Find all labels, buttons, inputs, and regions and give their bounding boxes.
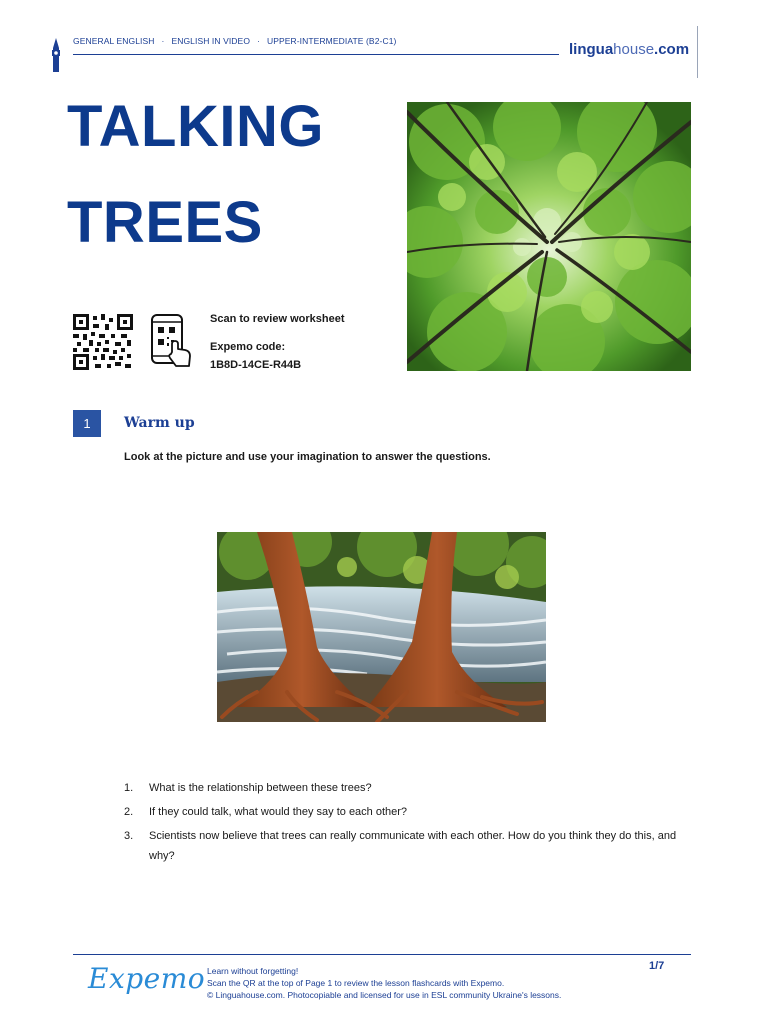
breadcrumb-separator: ·: [161, 36, 165, 46]
page-title-line-2: TREES: [67, 190, 263, 255]
breadcrumb-separator: ·: [257, 36, 260, 46]
expemo-code-label: Expemo code:: [210, 341, 286, 353]
breadcrumb-item[interactable]: GENERAL ENGLISH: [73, 36, 155, 46]
list-item: [124, 826, 704, 866]
list-item: [124, 778, 704, 798]
expemo-logo[interactable]: Expemo: [88, 962, 206, 995]
breadcrumb-item[interactable]: UPPER-INTERMEDIATE (B2-C1): [266, 36, 397, 46]
header-vertical-divider: [697, 26, 698, 78]
expemo-code-value: 1B8D-14CE-R44B: [210, 359, 302, 371]
logo-brand: lingua: [569, 41, 614, 58]
qr-code-icon[interactable]: [73, 314, 133, 370]
big-ben-icon: [50, 38, 62, 72]
header-divider: [73, 54, 559, 55]
section-title: Warm up: [124, 415, 195, 431]
question-number: 1.: [124, 782, 134, 794]
breadcrumb-item[interactable]: ENGLISH IN VIDEO: [171, 36, 251, 46]
footer-tagline: Learn without forgetting!: [207, 966, 299, 976]
question-list: [124, 778, 704, 870]
page-title-line-1: TALKING: [67, 94, 324, 159]
phone-scan-icon: [150, 314, 192, 372]
list-item: [124, 802, 704, 822]
section-number-badge: 1: [73, 410, 101, 437]
breadcrumb: [73, 36, 396, 46]
question-number: 2.: [124, 806, 134, 818]
logo-suffix: .com: [654, 41, 690, 58]
footer-divider: [73, 954, 691, 955]
scan-to-review-label: Scan to review worksheet: [210, 313, 345, 325]
question-text: Scientists now believe that trees can really communicate with each other. How do you think they do this, and why?: [149, 830, 677, 862]
linguahouse-logo[interactable]: [569, 41, 689, 58]
trees-by-river-photo: [217, 532, 546, 722]
footer-copyright: © Linguahouse.com. Photocopiable and licensed for use in ESL community Ukraine's lessons.: [207, 990, 562, 1000]
question-text: What is the relationship between these trees?: [149, 782, 372, 794]
question-text: If they could talk, what would they say to each other?: [149, 806, 408, 818]
footer-instruction: Scan the QR at the top of Page 1 to review the lesson flashcards with Expemo.: [207, 978, 505, 988]
section-instructions: Look at the picture and use your imagination to answer the questions.: [124, 451, 491, 463]
tree-canopy-photo: [407, 102, 691, 371]
page-number: 1/7: [649, 960, 665, 972]
logo-middle: house: [613, 41, 655, 58]
question-number: 3.: [124, 830, 134, 842]
